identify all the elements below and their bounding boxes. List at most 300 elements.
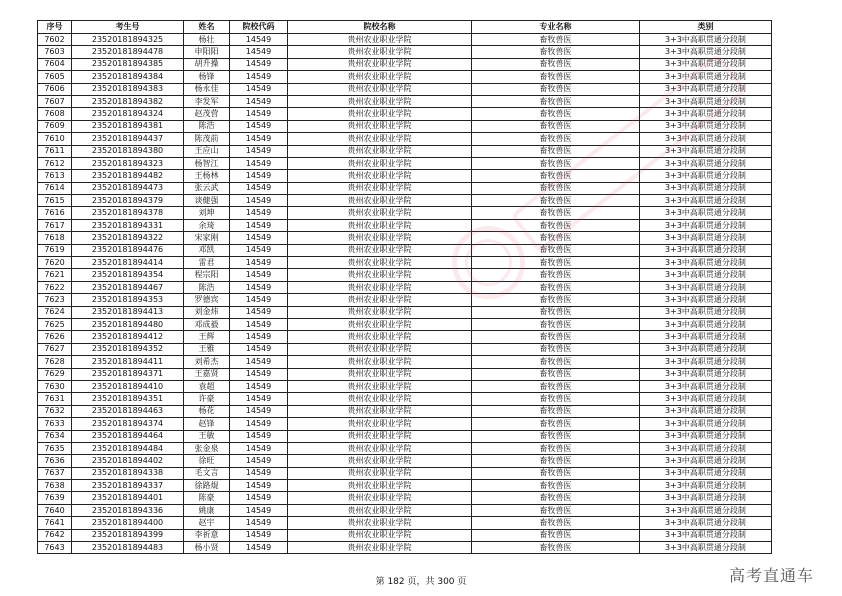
cell-seq: 7623 — [38, 294, 72, 306]
cell-name: 张云武 — [184, 182, 230, 194]
cell-seq: 7619 — [38, 244, 72, 256]
cell-school-code: 14549 — [230, 71, 288, 83]
cell-name: 袁超 — [184, 380, 230, 392]
cell-school-code: 14549 — [230, 34, 288, 46]
cell-category: 3+3中高职贯通分段制 — [640, 182, 772, 194]
cell-major: 畜牧兽医 — [472, 504, 640, 516]
cell-school-name: 贵州农业职业学院 — [288, 133, 472, 145]
cell-category: 3+3中高职贯通分段制 — [640, 405, 772, 417]
cell-school-code: 14549 — [230, 244, 288, 256]
cell-category: 3+3中高职贯通分段制 — [640, 46, 772, 58]
cell-category: 3+3中高职贯通分段制 — [640, 306, 772, 318]
cell-category: 3+3中高职贯通分段制 — [640, 480, 772, 492]
cell-exam-id: 23520181894336 — [72, 504, 184, 516]
cell-school-name: 贵州农业职业学院 — [288, 34, 472, 46]
cell-school-name: 贵州农业职业学院 — [288, 356, 472, 368]
cell-seq: 7638 — [38, 480, 72, 492]
cell-school-name: 贵州农业职业学院 — [288, 232, 472, 244]
cell-seq: 7636 — [38, 455, 72, 467]
cell-exam-id: 23520181894331 — [72, 219, 184, 231]
cell-school-name: 贵州农业职业学院 — [288, 455, 472, 467]
cell-category: 3+3中高职贯通分段制 — [640, 95, 772, 107]
cell-major: 畜牧兽医 — [472, 318, 640, 330]
table-row — [38, 542, 772, 554]
cell-category: 3+3中高职贯通分段制 — [640, 418, 772, 430]
table-row — [38, 120, 772, 132]
table-row — [38, 492, 772, 504]
cell-school-code: 14549 — [230, 219, 288, 231]
document-sheet — [37, 20, 771, 554]
cell-school-code: 14549 — [230, 343, 288, 355]
cell-major: 畜牧兽医 — [472, 418, 640, 430]
cell-exam-id: 23520181894478 — [72, 46, 184, 58]
cell-school-code: 14549 — [230, 393, 288, 405]
cell-major: 畜牧兽医 — [472, 455, 640, 467]
cell-exam-id: 23520181894463 — [72, 405, 184, 417]
cell-seq: 7639 — [38, 492, 72, 504]
table-row — [38, 504, 772, 516]
table-row — [38, 331, 772, 343]
cell-exam-id: 23520181894467 — [72, 281, 184, 293]
table-header-row — [38, 21, 772, 34]
table-row — [38, 207, 772, 219]
cell-seq: 7627 — [38, 343, 72, 355]
page-footer: 第 182 页，共 300 页 — [375, 577, 467, 587]
cell-school-code: 14549 — [230, 480, 288, 492]
cell-school-name: 贵州农业职业学院 — [288, 306, 472, 318]
cell-category: 3+3中高职贯通分段制 — [640, 170, 772, 182]
cell-seq: 7605 — [38, 71, 72, 83]
cell-school-code: 14549 — [230, 157, 288, 169]
cell-seq: 7609 — [38, 120, 72, 132]
cell-category: 3+3中高职贯通分段制 — [640, 393, 772, 405]
header-seq: 序号 — [38, 21, 72, 34]
cell-name: 杨花 — [184, 405, 230, 417]
cell-exam-id: 23520181894411 — [72, 356, 184, 368]
cell-seq: 7621 — [38, 269, 72, 281]
cell-exam-id: 23520181894380 — [72, 145, 184, 157]
table-row — [38, 232, 772, 244]
cell-school-code: 14549 — [230, 120, 288, 132]
cell-name: 陈茂前 — [184, 133, 230, 145]
cell-school-code: 14549 — [230, 195, 288, 207]
cell-name: 许豪 — [184, 393, 230, 405]
cell-major: 畜牧兽医 — [472, 269, 640, 281]
cell-seq: 7632 — [38, 405, 72, 417]
cell-exam-id: 23520181894402 — [72, 455, 184, 467]
cell-school-code: 14549 — [230, 207, 288, 219]
cell-school-name: 贵州农业职业学院 — [288, 281, 472, 293]
cell-school-code: 14549 — [230, 405, 288, 417]
cell-school-code: 14549 — [230, 418, 288, 430]
cell-school-code: 14549 — [230, 232, 288, 244]
cell-category: 3+3中高职贯通分段制 — [640, 120, 772, 132]
cell-school-name: 贵州农业职业学院 — [288, 120, 472, 132]
cell-school-name: 贵州农业职业学院 — [288, 269, 472, 281]
cell-school-name: 贵州农业职业学院 — [288, 480, 472, 492]
cell-major: 畜牧兽医 — [472, 46, 640, 58]
table-row — [38, 195, 772, 207]
cell-exam-id: 23520181894325 — [72, 34, 184, 46]
cell-school-name: 贵州农业职业学院 — [288, 331, 472, 343]
cell-category: 3+3中高职贯通分段制 — [640, 467, 772, 479]
table-row — [38, 430, 772, 442]
cell-name: 徐路焜 — [184, 480, 230, 492]
cell-seq: 7618 — [38, 232, 72, 244]
cell-school-code: 14549 — [230, 318, 288, 330]
table-row — [38, 244, 772, 256]
cell-name: 赵宇 — [184, 517, 230, 529]
cell-major: 畜牧兽医 — [472, 517, 640, 529]
table-row — [38, 442, 772, 454]
cell-school-code: 14549 — [230, 442, 288, 454]
cell-school-code: 14549 — [230, 182, 288, 194]
header-category: 类别 — [640, 21, 772, 34]
table-row — [38, 108, 772, 120]
cell-major: 畜牧兽医 — [472, 232, 640, 244]
cell-seq: 7622 — [38, 281, 72, 293]
cell-category: 3+3中高职贯通分段制 — [640, 157, 772, 169]
cell-major: 畜牧兽医 — [472, 368, 640, 380]
cell-school-name: 贵州农业职业学院 — [288, 195, 472, 207]
cell-exam-id: 23520181894437 — [72, 133, 184, 145]
cell-seq: 7631 — [38, 393, 72, 405]
cell-school-name: 贵州农业职业学院 — [288, 170, 472, 182]
cell-school-code: 14549 — [230, 542, 288, 554]
cell-school-code: 14549 — [230, 368, 288, 380]
cell-name: 雷君 — [184, 257, 230, 269]
cell-exam-id: 23520181894337 — [72, 480, 184, 492]
cell-school-name: 贵州农业职业学院 — [288, 504, 472, 516]
cell-major: 畜牧兽医 — [472, 157, 640, 169]
cell-school-name: 贵州农业职业学院 — [288, 58, 472, 70]
cell-name: 王应山 — [184, 145, 230, 157]
cell-name: 杨锋 — [184, 71, 230, 83]
cell-major: 畜牧兽医 — [472, 343, 640, 355]
cell-major: 畜牧兽医 — [472, 207, 640, 219]
cell-exam-id: 23520181894322 — [72, 232, 184, 244]
cell-major: 畜牧兽医 — [472, 480, 640, 492]
cell-school-code: 14549 — [230, 46, 288, 58]
cell-school-name: 贵州农业职业学院 — [288, 257, 472, 269]
header-school-name: 院校名称 — [288, 21, 472, 34]
table-row — [38, 182, 772, 194]
cell-category: 3+3中高职贯通分段制 — [640, 331, 772, 343]
cell-major: 畜牧兽医 — [472, 281, 640, 293]
cell-major: 畜牧兽医 — [472, 405, 640, 417]
cell-exam-id: 23520181894414 — [72, 257, 184, 269]
cell-name: 邓凯 — [184, 244, 230, 256]
table-row — [38, 455, 772, 467]
cell-school-name: 贵州农业职业学院 — [288, 182, 472, 194]
cell-category: 3+3中高职贯通分段制 — [640, 219, 772, 231]
cell-name: 邓成毅 — [184, 318, 230, 330]
cell-school-name: 贵州农业职业学院 — [288, 418, 472, 430]
cell-name: 杨壮 — [184, 34, 230, 46]
cell-name: 王杨林 — [184, 170, 230, 182]
cell-seq: 7604 — [38, 58, 72, 70]
cell-school-name: 贵州农业职业学院 — [288, 95, 472, 107]
table-row — [38, 145, 772, 157]
cell-category: 3+3中高职贯通分段制 — [640, 269, 772, 281]
cell-seq: 7616 — [38, 207, 72, 219]
cell-school-name: 贵州农业职业学院 — [288, 542, 472, 554]
cell-seq: 7630 — [38, 380, 72, 392]
cell-major: 畜牧兽医 — [472, 442, 640, 454]
cell-seq: 7602 — [38, 34, 72, 46]
cell-seq: 7629 — [38, 368, 72, 380]
cell-seq: 7628 — [38, 356, 72, 368]
table-row — [38, 83, 772, 95]
cell-exam-id: 23520181894351 — [72, 393, 184, 405]
cell-major: 畜牧兽医 — [472, 120, 640, 132]
cell-name: 毛文言 — [184, 467, 230, 479]
cell-category: 3+3中高职贯通分段制 — [640, 257, 772, 269]
cell-exam-id: 23520181894374 — [72, 418, 184, 430]
header-name: 姓名 — [184, 21, 230, 34]
cell-exam-id: 23520181894476 — [72, 244, 184, 256]
cell-exam-id: 23520181894383 — [72, 83, 184, 95]
cell-seq: 7626 — [38, 331, 72, 343]
cell-name: 杨智江 — [184, 157, 230, 169]
cell-major: 畜牧兽医 — [472, 380, 640, 392]
cell-name: 陈浩 — [184, 281, 230, 293]
cell-school-code: 14549 — [230, 430, 288, 442]
cell-school-code: 14549 — [230, 294, 288, 306]
cell-name: 申阳阳 — [184, 46, 230, 58]
cell-school-name: 贵州农业职业学院 — [288, 393, 472, 405]
cell-name: 罗德宾 — [184, 294, 230, 306]
cell-major: 畜牧兽医 — [472, 170, 640, 182]
cell-school-name: 贵州农业职业学院 — [288, 318, 472, 330]
cell-exam-id: 23520181894401 — [72, 492, 184, 504]
cell-school-name: 贵州农业职业学院 — [288, 405, 472, 417]
cell-major: 畜牧兽医 — [472, 306, 640, 318]
admission-table — [37, 20, 772, 554]
cell-exam-id: 23520181894412 — [72, 331, 184, 343]
cell-category: 3+3中高职贯通分段制 — [640, 244, 772, 256]
cell-category: 3+3中高职贯通分段制 — [640, 517, 772, 529]
cell-exam-id: 23520181894382 — [72, 95, 184, 107]
cell-category: 3+3中高职贯通分段制 — [640, 108, 772, 120]
cell-school-code: 14549 — [230, 504, 288, 516]
cell-name: 王辉 — [184, 331, 230, 343]
cell-school-code: 14549 — [230, 517, 288, 529]
cell-name: 陈浩 — [184, 120, 230, 132]
cell-name: 刘坤 — [184, 207, 230, 219]
cell-school-name: 贵州农业职业学院 — [288, 83, 472, 95]
cell-seq: 7614 — [38, 182, 72, 194]
table-row — [38, 529, 772, 541]
cell-major: 畜牧兽医 — [472, 34, 640, 46]
cell-name: 王嘉贤 — [184, 368, 230, 380]
table-row — [38, 170, 772, 182]
cell-school-name: 贵州农业职业学院 — [288, 244, 472, 256]
cell-school-code: 14549 — [230, 281, 288, 293]
table-body — [38, 34, 772, 554]
cell-exam-id: 23520181894473 — [72, 182, 184, 194]
table-row — [38, 306, 772, 318]
cell-seq: 7643 — [38, 542, 72, 554]
cell-exam-id: 23520181894379 — [72, 195, 184, 207]
cell-school-code: 14549 — [230, 257, 288, 269]
cell-name: 李发军 — [184, 95, 230, 107]
cell-seq: 7607 — [38, 95, 72, 107]
cell-category: 3+3中高职贯通分段制 — [640, 207, 772, 219]
cell-category: 3+3中高职贯通分段制 — [640, 71, 772, 83]
cell-major: 畜牧兽医 — [472, 529, 640, 541]
cell-category: 3+3中高职贯通分段制 — [640, 318, 772, 330]
cell-exam-id: 23520181894338 — [72, 467, 184, 479]
cell-seq: 7633 — [38, 418, 72, 430]
table-row — [38, 343, 772, 355]
cell-category: 3+3中高职贯通分段制 — [640, 455, 772, 467]
cell-name: 程宗阳 — [184, 269, 230, 281]
cell-school-name: 贵州农业职业学院 — [288, 157, 472, 169]
table-row — [38, 318, 772, 330]
cell-major: 畜牧兽医 — [472, 257, 640, 269]
cell-school-name: 贵州农业职业学院 — [288, 343, 472, 355]
table-row — [38, 294, 772, 306]
cell-school-code: 14549 — [230, 145, 288, 157]
cell-seq: 7625 — [38, 318, 72, 330]
cell-category: 3+3中高职贯通分段制 — [640, 145, 772, 157]
cell-major: 畜牧兽医 — [472, 331, 640, 343]
cell-name: 谈健强 — [184, 195, 230, 207]
cell-exam-id: 23520181894410 — [72, 380, 184, 392]
header-school-code: 院校代码 — [230, 21, 288, 34]
cell-school-code: 14549 — [230, 529, 288, 541]
cell-major: 畜牧兽医 — [472, 182, 640, 194]
cell-school-code: 14549 — [230, 95, 288, 107]
cell-category: 3+3中高职贯通分段制 — [640, 58, 772, 70]
cell-exam-id: 23520181894484 — [72, 442, 184, 454]
cell-category: 3+3中高职贯通分段制 — [640, 529, 772, 541]
cell-major: 畜牧兽医 — [472, 95, 640, 107]
table-row — [38, 257, 772, 269]
table-row — [38, 34, 772, 46]
table-row — [38, 517, 772, 529]
cell-category: 3+3中高职贯通分段制 — [640, 380, 772, 392]
cell-category: 3+3中高职贯通分段制 — [640, 343, 772, 355]
cell-name: 李祈意 — [184, 529, 230, 541]
cell-category: 3+3中高职贯通分段制 — [640, 356, 772, 368]
table-row — [38, 58, 772, 70]
cell-school-name: 贵州农业职业学院 — [288, 145, 472, 157]
cell-name: 张金泉 — [184, 442, 230, 454]
table-row — [38, 467, 772, 479]
cell-seq: 7620 — [38, 257, 72, 269]
cell-major: 畜牧兽医 — [472, 294, 640, 306]
table-row — [38, 418, 772, 430]
cell-name: 胡升操 — [184, 58, 230, 70]
cell-name: 赵锋 — [184, 418, 230, 430]
cell-exam-id: 23520181894413 — [72, 306, 184, 318]
cell-category: 3+3中高职贯通分段制 — [640, 542, 772, 554]
cell-major: 畜牧兽医 — [472, 219, 640, 231]
cell-seq: 7611 — [38, 145, 72, 157]
cell-school-name: 贵州农业职业学院 — [288, 108, 472, 120]
brand-watermark-text: 高考直通车 — [728, 566, 814, 585]
cell-seq: 7612 — [38, 157, 72, 169]
cell-name: 徐旺 — [184, 455, 230, 467]
cell-exam-id: 23520181894378 — [72, 207, 184, 219]
cell-major: 畜牧兽医 — [472, 133, 640, 145]
table-row — [38, 269, 772, 281]
cell-school-name: 贵州农业职业学院 — [288, 467, 472, 479]
cell-school-code: 14549 — [230, 356, 288, 368]
cell-exam-id: 23520181894323 — [72, 157, 184, 169]
cell-school-code: 14549 — [230, 380, 288, 392]
table-row — [38, 157, 772, 169]
cell-category: 3+3中高职贯通分段制 — [640, 442, 772, 454]
cell-exam-id: 23520181894352 — [72, 343, 184, 355]
cell-name: 王雅 — [184, 343, 230, 355]
cell-exam-id: 23520181894385 — [72, 58, 184, 70]
cell-category: 3+3中高职贯通分段制 — [640, 83, 772, 95]
cell-major: 畜牧兽医 — [472, 430, 640, 442]
cell-school-code: 14549 — [230, 133, 288, 145]
cell-name: 刘希杰 — [184, 356, 230, 368]
cell-seq: 7610 — [38, 133, 72, 145]
cell-major: 畜牧兽医 — [472, 145, 640, 157]
cell-school-name: 贵州农业职业学院 — [288, 294, 472, 306]
cell-category: 3+3中高职贯通分段制 — [640, 232, 772, 244]
cell-major: 畜牧兽医 — [472, 108, 640, 120]
cell-school-code: 14549 — [230, 108, 288, 120]
cell-name: 姚康 — [184, 504, 230, 516]
table-row — [38, 480, 772, 492]
cell-name: 王敏 — [184, 430, 230, 442]
table-row — [38, 95, 772, 107]
table-row — [38, 46, 772, 58]
cell-name: 余琦 — [184, 219, 230, 231]
cell-seq: 7606 — [38, 83, 72, 95]
cell-major: 畜牧兽医 — [472, 542, 640, 554]
cell-school-name: 贵州农业职业学院 — [288, 442, 472, 454]
table-row — [38, 71, 772, 83]
cell-category: 3+3中高职贯通分段制 — [640, 281, 772, 293]
cell-name: 刘金炜 — [184, 306, 230, 318]
cell-major: 畜牧兽医 — [472, 492, 640, 504]
cell-exam-id: 23520181894381 — [72, 120, 184, 132]
cell-major: 畜牧兽医 — [472, 244, 640, 256]
cell-school-name: 贵州农业职业学院 — [288, 46, 472, 58]
cell-major: 畜牧兽医 — [472, 393, 640, 405]
table-row — [38, 133, 772, 145]
cell-school-code: 14549 — [230, 467, 288, 479]
cell-major: 畜牧兽医 — [472, 195, 640, 207]
cell-school-name: 贵州农业职业学院 — [288, 71, 472, 83]
cell-school-code: 14549 — [230, 455, 288, 467]
cell-seq: 7624 — [38, 306, 72, 318]
table-row — [38, 368, 772, 380]
cell-major: 畜牧兽医 — [472, 58, 640, 70]
cell-category: 3+3中高职贯通分段制 — [640, 504, 772, 516]
cell-school-code: 14549 — [230, 170, 288, 182]
cell-school-name: 贵州农业职业学院 — [288, 219, 472, 231]
cell-school-name: 贵州农业职业学院 — [288, 529, 472, 541]
cell-school-name: 贵州农业职业学院 — [288, 207, 472, 219]
cell-seq: 7637 — [38, 467, 72, 479]
cell-category: 3+3中高职贯通分段制 — [640, 195, 772, 207]
cell-name: 赵茂营 — [184, 108, 230, 120]
cell-exam-id: 23520181894371 — [72, 368, 184, 380]
cell-name: 宋家刚 — [184, 232, 230, 244]
cell-major: 畜牧兽医 — [472, 467, 640, 479]
table-row — [38, 393, 772, 405]
cell-seq: 7617 — [38, 219, 72, 231]
